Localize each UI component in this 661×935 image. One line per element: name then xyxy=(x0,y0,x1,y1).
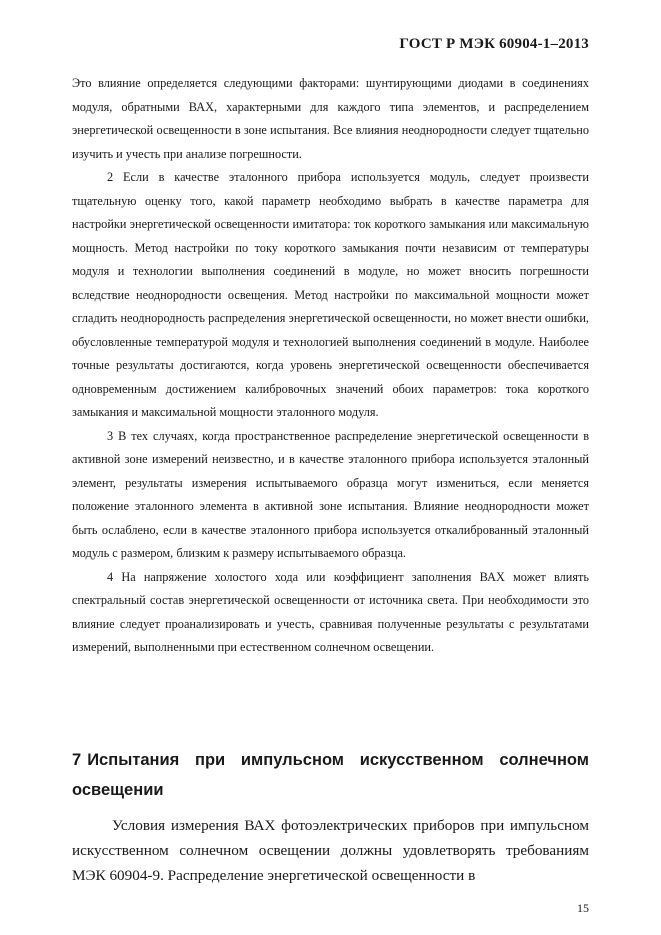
page-number: 15 xyxy=(577,901,589,915)
note-paragraph-2: 2 Если в качестве эталонного прибора используется модуль, следует произвести тщательную оценку того, какой параметр необходимо выбрать в качестве параметра для настройки энергетической освещенности имитатора: ток короткого замыкания или максимальную мощность. Метод настройки по току короткого замыкания почти независим от температуры модуля и технологии выполнения соединений в модуле, но может вносить погрешности вследствие неоднородности освещения. Метод настройки по максимальной мощности может сгладить неоднородность распределения энергетической освещенности, но может внести ошибки, обусловленные температурой модуля и технологией выполнения соединений в модуле. Наиболее точные результаты достигаются, когда уровень энергетической освещенности обеспечивается одновременным достижением калибровочных значений обоих параметров: тока короткого замыкания и максимальной мощности эталонного модуля. xyxy=(72,170,589,419)
section-heading xyxy=(72,745,589,805)
note-paragraph-1: Это влияние определяется следующими факторами: шунтирующими диодами в соединениях модуля, обратными ВАХ, характерными для каждого типа элементов, и распределением энергетической освещенности в зоне испытания. Все влияния неоднородности следует тщательно изучить и учесть при анализе погрешности. xyxy=(72,76,589,161)
section-body-paragraph: Условия измерения ВАХ фотоэлектрических приборов при импульсном искусственном солнечном освещении должны удовлетворять требованиям МЭК 60904-9. Распределение энергетической освещенности в xyxy=(72,817,589,884)
section-number: 7 xyxy=(72,751,82,769)
section-title: Испытания при импульсном искусственном солнечном освещении xyxy=(72,751,589,799)
standard-header: ГОСТ Р МЭК 60904-1–2013 xyxy=(399,36,589,52)
notes-block xyxy=(72,72,589,660)
note-paragraph-3: 3 В тех случаях, когда пространственное распределение энергетической освещенности в активной зоне измерений неизвестно, и в качестве эталонного прибора используется эталонный элемент, результаты измерения испытываемого образца могут измениться, если меняется положение эталонного элемента в активной зоне испытания. Влияние неоднородности может быть ослаблено, если в качестве эталонного прибора используется откалиброванный эталонный модуль с размером, близким к размеру испытываемого образца. xyxy=(72,428,589,560)
note-paragraph-4: 4 На напряжение холостого хода или коэффициент заполнения ВАХ может влиять спектральный состав энергетической освещенности от источника света. При необходимости это влияние следует проанализировать и учесть, сравнивая полученные результаты с результатами измерений, выполненными при естественном солнечном освещении. xyxy=(72,569,589,654)
